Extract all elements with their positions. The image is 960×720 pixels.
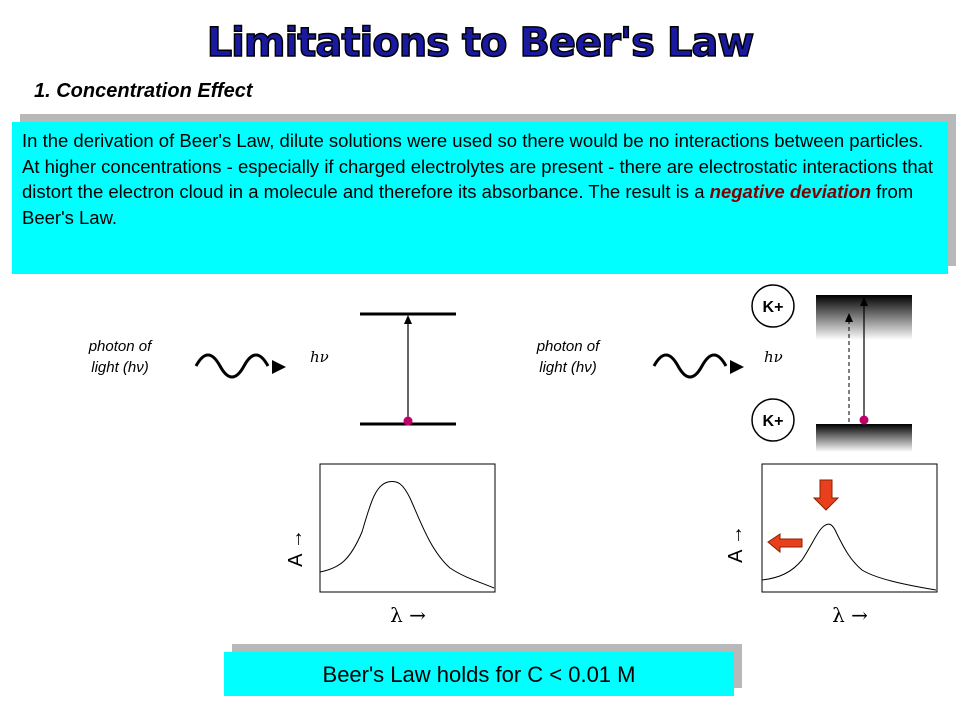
right-y-axis-label: A → <box>725 525 747 563</box>
right-photon-label-line1: photon of <box>536 338 600 355</box>
negative-deviation-emphasis: negative deviation <box>709 181 872 202</box>
right-x-axis-label: λ → <box>832 603 868 627</box>
right-electron-dot <box>860 416 869 425</box>
slide-title <box>206 4 754 74</box>
left-y-axis-label: A → <box>285 529 307 567</box>
right-hv-label: hν <box>764 348 783 366</box>
slide-title-text: Limitations to Beer's Law <box>206 20 754 66</box>
section-heading: 1. Concentration Effect <box>34 80 253 102</box>
right-photon-arrowhead <box>730 360 744 374</box>
left-energy-diagram <box>190 300 470 440</box>
left-absorbance-plot <box>270 460 500 640</box>
right-energy-diagram <box>646 282 916 452</box>
left-x-axis-label: λ → <box>390 603 426 627</box>
ion-top-label: K+ <box>762 299 784 316</box>
left-photon-arrowhead <box>272 360 286 374</box>
left-plot-frame <box>320 464 495 592</box>
left-transition-arrowhead <box>404 315 412 324</box>
right-lower-energy-band <box>816 424 912 452</box>
paragraph-text-end: from Beer's Law. <box>22 181 914 228</box>
left-electron-dot <box>404 417 413 426</box>
left-photon-wave <box>196 355 268 377</box>
right-photon-label-line2: light (hν) <box>539 359 597 376</box>
right-photon-label <box>498 336 638 378</box>
left-hv-label: hν <box>310 348 329 366</box>
right-plot-frame <box>762 464 937 592</box>
right-absorbance-plot <box>710 460 950 640</box>
ion-bottom-label: K+ <box>762 413 784 430</box>
left-photon-label-line1: photon of <box>88 338 152 355</box>
right-photon-wave <box>654 355 726 377</box>
paragraph-text: In the derivation of Beer's Law, dilute solutions were used so there would be no interactions between particles. At higher concentrations - especially if charged electrolytes are present - there are electrostatic interactions that distort the electron cloud in a molecule and therefore its absorbance. The result is a <box>22 130 934 202</box>
conclusion-box: Beer's Law holds for C < 0.01 M <box>224 652 734 696</box>
left-photon-label <box>50 336 190 378</box>
left-photon-label-line2: light (hν) <box>91 359 149 376</box>
paragraph-box <box>12 122 948 274</box>
